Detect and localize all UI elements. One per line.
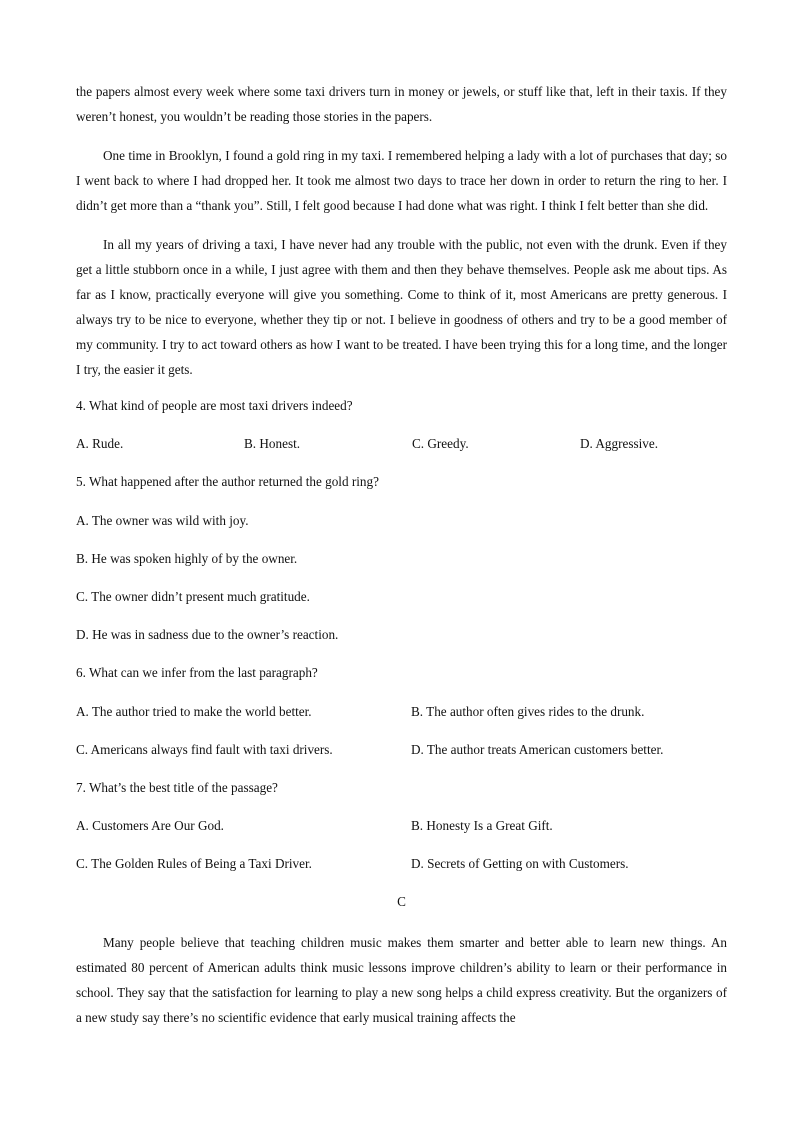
question-6-option-c: C. Americans always find fault with taxi drivers. — [76, 741, 333, 757]
question-4-options — [76, 434, 727, 472]
question-5-option-b: B. He was spoken highly of by the owner. — [76, 550, 298, 566]
question-6-stem: 6. What can we infer from the last paragraph? — [76, 665, 318, 681]
question-6-options-row-1 — [76, 702, 727, 740]
question-7-options-row-2 — [76, 854, 727, 892]
question-5-option-a: A. The owner was wild with joy. — [76, 512, 249, 528]
question-5-option-d: D. He was in sadness due to the owner’s reaction. — [76, 627, 339, 643]
question-7-option-c: C. The Golden Rules of Being a Taxi Driver. — [76, 856, 312, 872]
question-5-stem: 5. What happened after the author returned the gold ring? — [76, 474, 379, 490]
question-4-stem: 4. What kind of people are most taxi drivers indeed? — [76, 398, 353, 413]
passage-b-paragraph-2: One time in Brooklyn, I found a gold ring in my taxi. I remembered helping a lady with a lot of purchases that day; so I went back to where I had dropped her. It took me almost two days to trace her down in order to return the ring to her. I didn’t get more than a “thank you”. Still, I felt good because I had done what was right. I think I felt better than she did. — [76, 148, 727, 213]
question-4-option-c: C. Greedy. — [412, 436, 469, 452]
passage-b-paragraph-1: the papers almost every week where some taxi drivers turn in money or jewels, or stuff like that, left in their taxis. If they weren’t honest, you wouldn’t be reading those stories in the papers. — [76, 84, 727, 124]
question-4-option-d: D. Aggressive. — [580, 436, 659, 452]
question-7-option-b: B. Honesty Is a Great Gift. — [411, 818, 553, 834]
question-4-option-b: B. Honest. — [244, 436, 301, 452]
question-7-option-a: A. Customers Are Our God. — [76, 818, 224, 834]
question-7-stem: 7. What’s the best title of the passage? — [76, 779, 278, 795]
question-6-option-b: B. The author often gives rides to the drunk. — [411, 703, 645, 719]
section-c-paragraph-1: Many people believe that teaching children music makes them smarter and better able to learn new things. An estimated 80 percent of American adults think music lessons improve children’s ability to learn or their performance in school. They say that the satisfaction for learning to play a new song helps a child express creativity. But the organizers of a new study say there’s no scientific evidence that early musical training affects the — [76, 935, 727, 1026]
question-6-option-d: D. The author treats American customers better. — [411, 741, 664, 757]
exam-page — [76, 79, 727, 1030]
question-5-option-c: C. The owner didn’t present much gratitude. — [76, 588, 310, 604]
question-6-options-row-2 — [76, 740, 727, 778]
question-6-option-a: A. The author tried to make the world better. — [76, 703, 312, 719]
passage-b-paragraph-3: In all my years of driving a taxi, I have never had any trouble with the public, not even with the drunk. Even if they get a little stubborn once in a while, I just agree with them and then they behave themselves. People ask me about tips. As far as I know, practically everyone will give you something. Come to think of it, most Americans are pretty generous. I always try to be nice to everyone, whether they tip or not. I believe in goodness of others and try to be a good member of my community. I try to act toward others as how I want to be treated. I have been trying this for a long time, and the longer I try, the easier it gets. — [76, 237, 727, 377]
question-4-option-a: A. Rude. — [76, 436, 124, 452]
section-c-heading: C — [397, 894, 406, 910]
question-7-options-row-1 — [76, 816, 727, 854]
question-7-option-d: D. Secrets of Getting on with Customers. — [411, 856, 629, 872]
